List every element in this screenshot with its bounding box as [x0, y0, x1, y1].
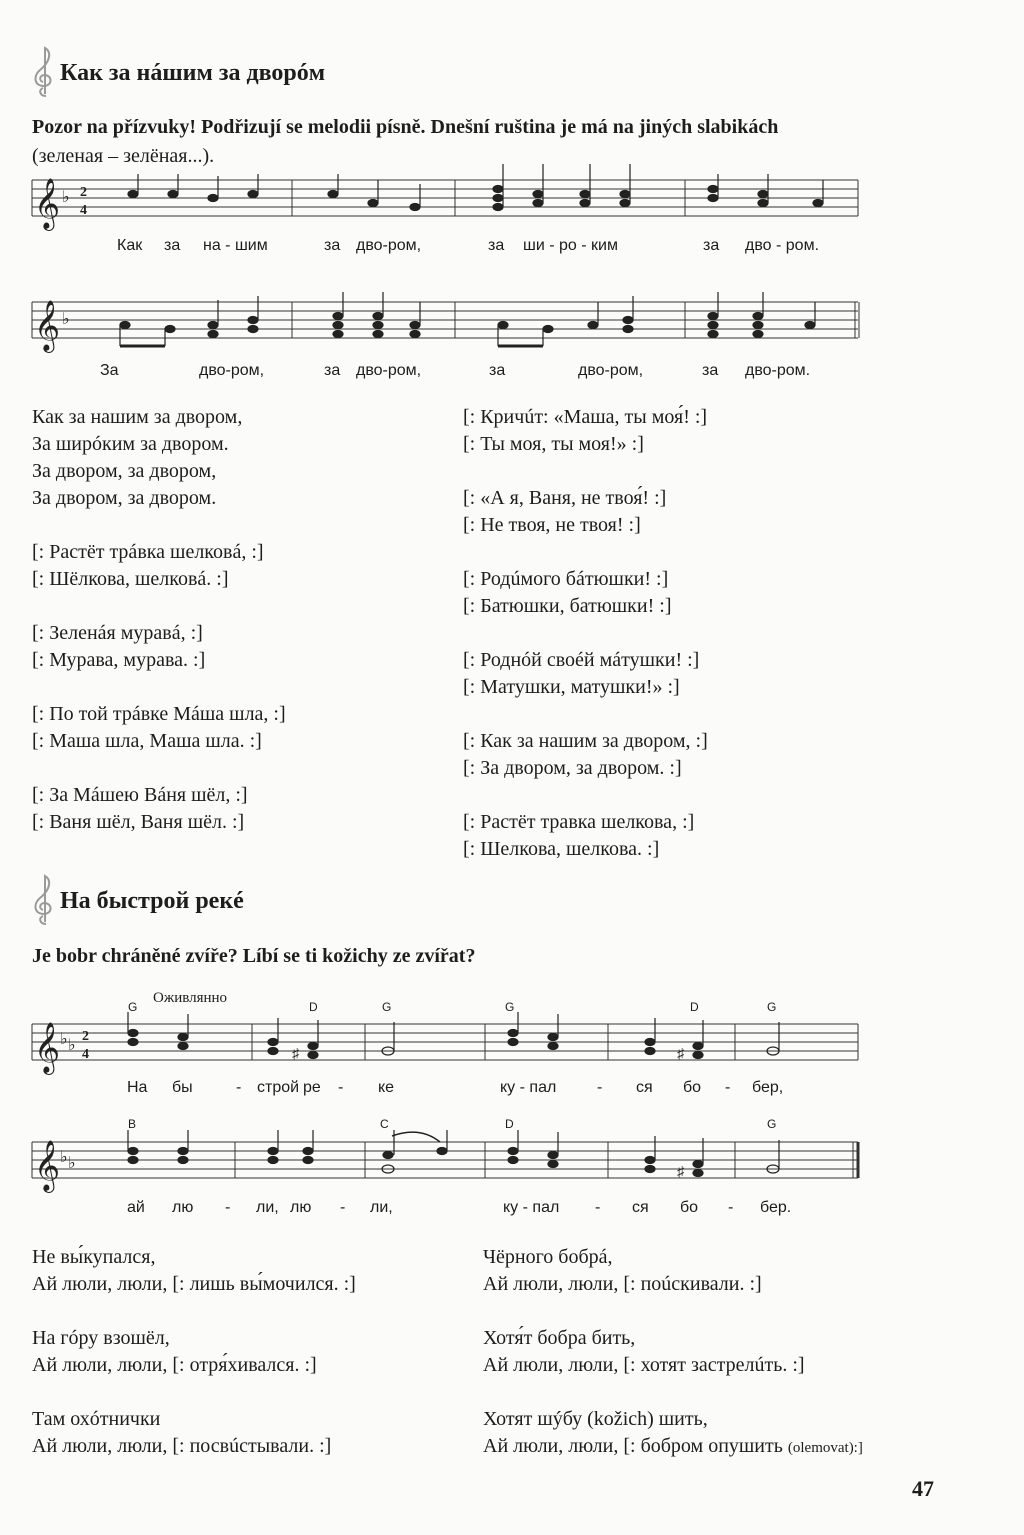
verse-line: [: По той трáвке Мáша шла, :] [32, 703, 286, 725]
verse-line: [: Шёлкова, шелковá. :] [32, 568, 229, 590]
verse-stanza [463, 647, 699, 701]
song1-staff-2 [30, 284, 862, 364]
lyric: бер. [760, 1199, 792, 1216]
verse-line: За двором, за двором. [32, 487, 217, 509]
lyric: - [597, 1079, 603, 1096]
verse-stanza [32, 620, 205, 674]
lyric: дво-ром, [356, 237, 422, 254]
verse-line: Как за нашим за двором, [32, 406, 243, 428]
song2-staff-1 [30, 1010, 862, 1080]
verse-stanza [463, 485, 666, 539]
verse-line: [: Растёт травка шелкова, :] [463, 811, 695, 833]
chord-label: G [767, 1117, 777, 1131]
svg-text:♭: ♭ [68, 1155, 76, 1172]
song1-title: Как за нáшим за дворóм [60, 60, 326, 86]
lyric: бо [680, 1199, 699, 1216]
lyric: бы [172, 1079, 193, 1096]
lyric: за [324, 362, 341, 379]
verse-line [483, 1433, 863, 1462]
verse-line: [: Ваня шёл, Ваня шёл. :] [32, 811, 245, 833]
verse-line: [: Растёт трáвка шелковá, :] [32, 541, 264, 563]
lyric: ре [303, 1079, 321, 1096]
verse-line: [: За Мáшею Вáня шёл, :] [32, 784, 248, 806]
lyric: - [725, 1079, 731, 1096]
verse-line: [: Матушки, матушки!» :] [463, 676, 680, 698]
verse-stanza [32, 1325, 317, 1379]
lyric: Как [117, 237, 143, 254]
svg-text:𝄞: 𝄞 [34, 1022, 61, 1073]
verse-line: Там охóтнички [32, 1408, 161, 1430]
lyric: - [338, 1079, 344, 1096]
verse-stanza [32, 539, 264, 593]
verse-stanza [32, 1406, 331, 1460]
verse-line: [: Как за нашим за двором, :] [463, 730, 708, 752]
svg-text:2: 2 [82, 1029, 89, 1044]
lyric: ке [378, 1079, 395, 1096]
svg-text:♭: ♭ [60, 1149, 68, 1166]
verse-line: За двором, за двором, [32, 460, 217, 482]
lyric: ся [632, 1199, 649, 1216]
tempo-marking: Оживлянно [153, 990, 228, 1006]
chord-label: G [128, 1000, 138, 1014]
page-number: 47 [912, 1476, 934, 1501]
verse-line: [: Родúмого бáтюшки! :] [463, 568, 669, 590]
chord-label: G [505, 1000, 515, 1014]
verse-stanza [463, 728, 708, 782]
lyric: ай [127, 1199, 145, 1216]
lyric: дво-ром, [578, 362, 644, 379]
song2-title: На быстрой рекé [60, 888, 244, 914]
verse-line: [: Шелкова, шелкова. :] [463, 838, 660, 860]
lyric: за [324, 237, 341, 254]
lyric: на - шим [203, 237, 268, 254]
lyric: за [164, 237, 181, 254]
verse-line: [: Роднóй своéй мáтушки! :] [463, 649, 700, 671]
lyric: лю [172, 1199, 194, 1216]
svg-text:𝄞: 𝄞 [34, 300, 61, 351]
lyric: за [703, 237, 720, 254]
lyric: - [225, 1199, 231, 1216]
verse-stanza [463, 404, 707, 458]
verse-line: [: Зеленáя муравá, :] [32, 622, 203, 644]
treble-clef-icon [30, 44, 60, 100]
svg-text:4: 4 [82, 1047, 89, 1062]
lyric: ши - ро - ким [523, 237, 618, 254]
verse-line: Хотят шýбу (kožich) шить, [483, 1408, 708, 1430]
lyric: ся [636, 1079, 653, 1096]
chord-label: G [382, 1000, 392, 1014]
treble-clef-icon [30, 872, 60, 928]
svg-text:𝄞: 𝄞 [34, 1140, 61, 1191]
verse-line: [: Не твоя, не твоя! :] [463, 514, 641, 536]
chord-label: C [380, 1117, 389, 1131]
verse-line: [: «А я, Ваня, не твоя́! :] [463, 487, 667, 509]
verse-line: На гóру взошёл, [32, 1327, 170, 1349]
lyric: за [702, 362, 719, 379]
song1-task: Pozor na přízvuky! Podřizují se melodii písně. Dnešní ruština je má na jiných slabikách [32, 116, 779, 138]
lyric: бо [683, 1079, 702, 1096]
svg-text:♭: ♭ [62, 311, 70, 328]
chord-label: D [309, 1000, 318, 1014]
verse-line: Ай люли, люли, [: посвúстывали. :] [32, 1435, 332, 1457]
lyric: ку - пал [503, 1199, 560, 1216]
lyric: дво - ром. [745, 237, 820, 254]
lyric: ли, [370, 1199, 393, 1216]
svg-text:♭: ♭ [62, 189, 70, 206]
song2-staff-2 [30, 1128, 862, 1198]
svg-text:♯: ♯ [677, 1047, 684, 1062]
chord-label: D [505, 1117, 514, 1131]
verse-stanza [483, 1325, 805, 1379]
lyric: за [489, 362, 506, 379]
verse-stanza [463, 566, 671, 620]
chord-label: G [767, 1000, 777, 1014]
chord-label: D [690, 1000, 699, 1014]
lyric: - [595, 1199, 601, 1216]
lyric: - [728, 1199, 734, 1216]
lyric: лю [290, 1199, 312, 1216]
verse-stanza [32, 1244, 356, 1298]
svg-text:♯: ♯ [292, 1047, 299, 1062]
verse-line: Чёрного бобрá, [483, 1246, 613, 1268]
lyric: дво-ром, [356, 362, 422, 379]
verse-line: Ай люли, люли, [: хотят застрелúть. :] [483, 1354, 805, 1376]
verse-stanza [32, 701, 286, 755]
lyric: за [488, 237, 505, 254]
verse-line: [: Батюшки, батюшки! :] [463, 595, 672, 617]
verse-stanza [483, 1244, 762, 1298]
verse-line: Ай люли, люли, [: лишь вы́мочился. :] [32, 1273, 356, 1295]
verse-line: [: Ты моя, ты моя!» :] [463, 433, 644, 455]
verse-stanza [463, 809, 694, 863]
lyric: За [100, 362, 119, 379]
lyric: дво-ром, [199, 362, 265, 379]
song2-task: Je bobr chráněné zvíře? Líbí se ti kožichy ze zvířat? [32, 945, 476, 967]
lyric: - [340, 1199, 346, 1216]
verse-stanza [32, 782, 248, 836]
lyric: На [127, 1079, 148, 1096]
verse-line: Не вы́купался, [32, 1246, 156, 1268]
verse-line: Ай люли, люли, [: отря́хивался. :] [32, 1354, 317, 1376]
verse-stanza [483, 1406, 863, 1462]
verse-line: За ширóким за двором. [32, 433, 229, 455]
verse-line: [: За двором, за двором. :] [463, 757, 682, 779]
verse-line: [: Мурава, мурава. :] [32, 649, 206, 671]
svg-text:2: 2 [80, 185, 87, 200]
lyric: дво-ром. [745, 362, 811, 379]
lyric: - [236, 1079, 242, 1096]
svg-text:4: 4 [80, 203, 87, 218]
verse-line: Хотя́т бобра бить, [483, 1327, 636, 1349]
chord-label: B [128, 1117, 137, 1131]
svg-text:𝄞: 𝄞 [34, 178, 61, 229]
verse-line-text: Ай люли, люли, [: бобром опушить [483, 1435, 783, 1457]
song1-staff-1 [30, 162, 862, 242]
translation-note: (olemovat):] [787, 1440, 863, 1456]
lyric: бер, [752, 1079, 784, 1096]
verse-line: Ай люли, люли, [: пoúскивали. :] [483, 1273, 762, 1295]
song1-task-example: (зеленая – зелёная...). [32, 145, 215, 167]
verse-line: [: Маша шла, Маша шла. :] [32, 730, 262, 752]
svg-text:♯: ♯ [677, 1165, 684, 1180]
lyric: строй [257, 1079, 300, 1096]
svg-text:♭: ♭ [68, 1037, 76, 1054]
lyric: ли, [256, 1199, 279, 1216]
svg-text:♭: ♭ [60, 1031, 68, 1048]
verse-stanza [32, 404, 242, 512]
lyric: ку - пал [500, 1079, 557, 1096]
verse-line: [: Кричúт: «Маша, ты моя́! :] [463, 406, 708, 428]
